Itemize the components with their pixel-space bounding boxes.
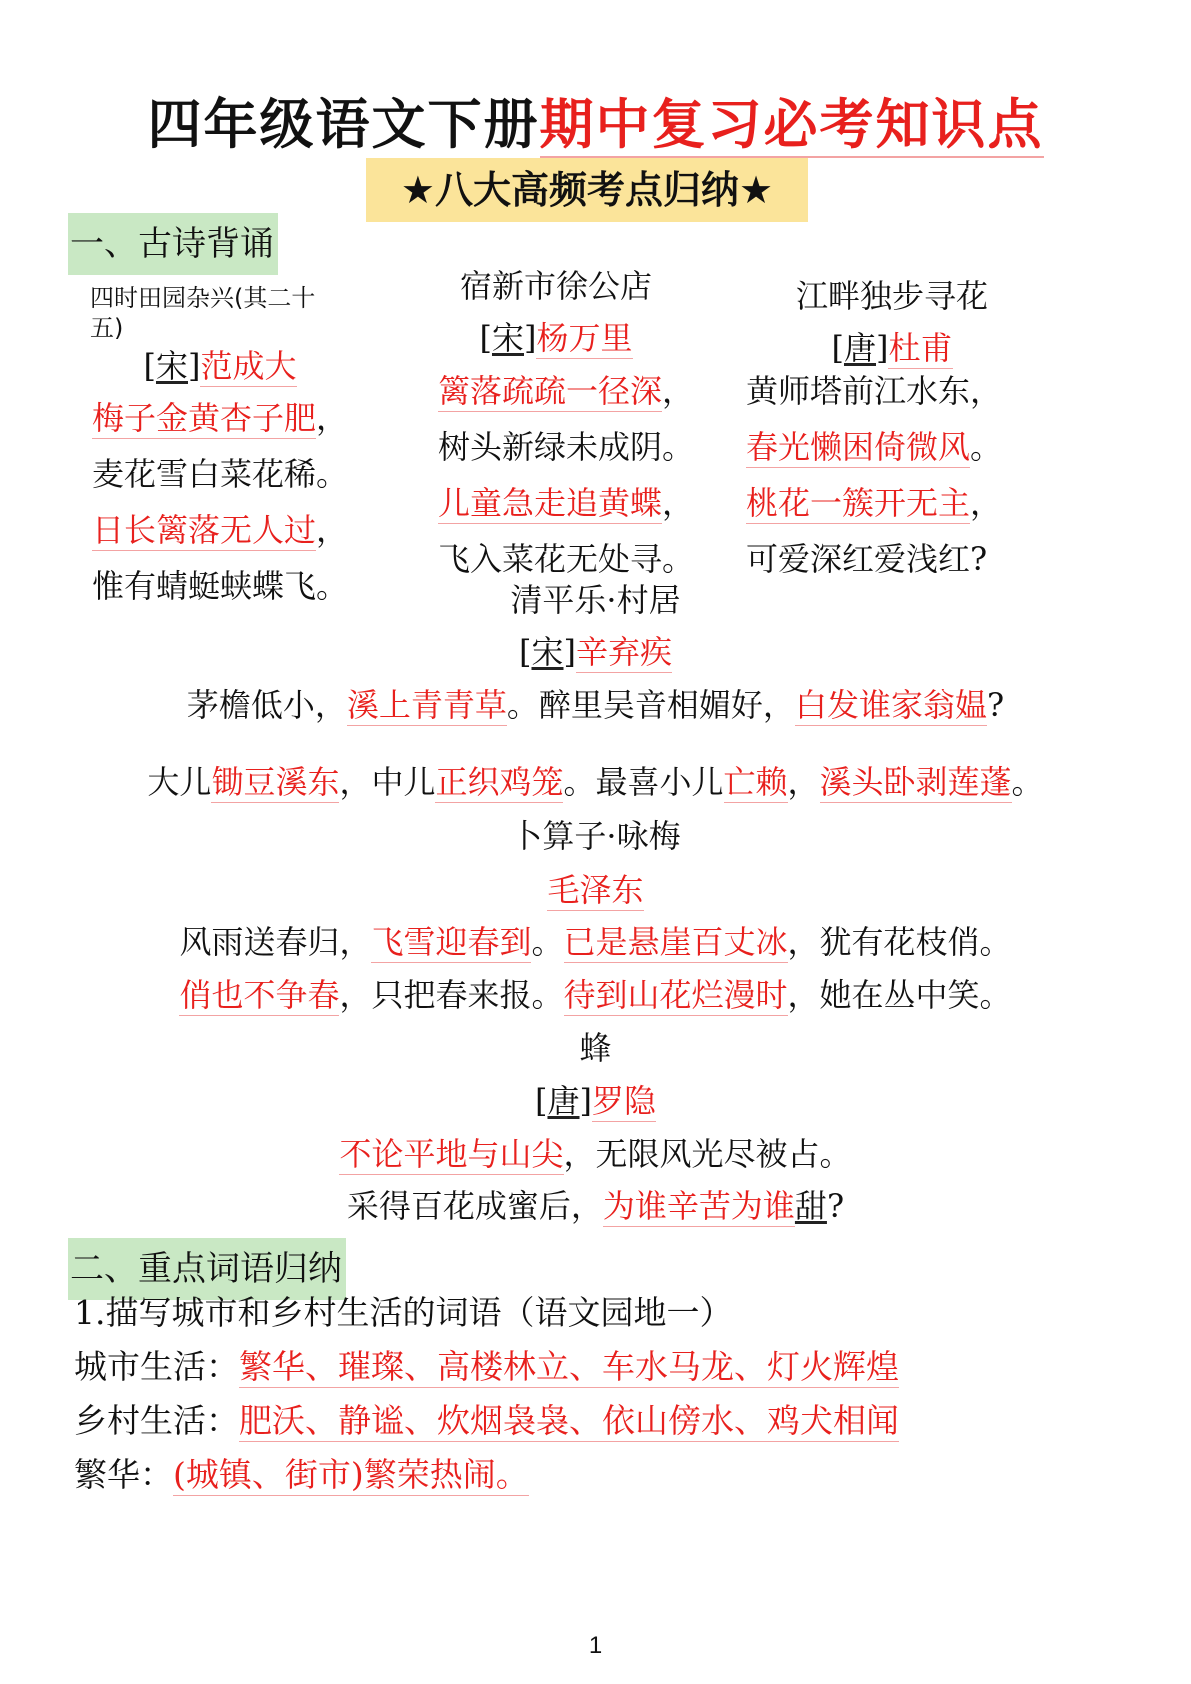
poem1-title-line2: 五): [90, 314, 124, 342]
section-heading-vocabulary: 二、重点词语归纳: [68, 1238, 346, 1300]
poem2-line1-punct: ，: [662, 372, 695, 410]
vocab-city-words: 繁华、璀璨、高楼林立、车水马龙、灯火辉煌: [239, 1347, 899, 1386]
vocab-heading: 1.描写城市和乡村生活的词语（语文园地一）: [74, 1293, 733, 1332]
vocab-fanhua-label: 繁华：: [74, 1455, 173, 1494]
poem1-line1-punct: ，: [316, 399, 349, 437]
poem1-line2: 麦花雪白菜花稀。: [92, 455, 349, 493]
poem5-author: [0, 862, 1191, 918]
poem4-l1-d: 白发谁家翁媪: [794, 686, 987, 724]
poem6-l1-b: ，无限风光尽被占。: [563, 1135, 852, 1173]
poem5-l1-b: 飞雪迎春到: [371, 923, 532, 961]
poem2-author: [宋]杨万里: [479, 319, 633, 357]
poem5-l1-c: 。: [531, 923, 564, 961]
poem4-l2-e: 。最喜小儿: [563, 763, 724, 801]
vocab-fanhua-def: (城镇、街市)繁荣热闹。: [173, 1455, 529, 1494]
poem1-author: [宋]范成大: [143, 347, 297, 385]
poem3-line4: 可爱深红爱浅红?: [746, 540, 988, 578]
poem4-author: [宋]辛弃疾: [519, 633, 672, 671]
poem4-l1-a: 茅檐低小，: [186, 686, 347, 724]
poem4-l2-b: 锄豆溪东: [211, 763, 340, 801]
poem4-l2-a: 大儿: [147, 763, 212, 801]
poem5-l1-d: 已是悬崖百丈冰: [563, 923, 788, 961]
poem5-l2-c: 待到山花烂漫时: [563, 976, 788, 1014]
subtitle-banner: ★八大高频考点归纳★: [366, 158, 808, 222]
poem4-dynasty: 宋: [531, 633, 564, 671]
poem1-title-line1: 四时田园杂兴(其二十: [90, 284, 316, 312]
poem1-title: [90, 283, 315, 343]
poem1-line4: 惟有蜻蜓蛱蝶飞。: [92, 567, 349, 605]
poem6-author-name: 罗隐: [591, 1082, 656, 1120]
vocab-rural-row: [74, 1396, 899, 1446]
poem2-author-name: 杨万里: [536, 319, 633, 357]
poem6-l2-c: 甜: [794, 1187, 827, 1225]
poem4-l2-h: 溪头卧剥莲蓬: [819, 763, 1012, 801]
poem2-title: 宿新市徐公店: [459, 267, 652, 305]
poem4-l2-f: 亡赖: [723, 763, 788, 801]
poem5-l2-a: 俏也不争春: [179, 976, 340, 1014]
poem1-line1-red: 梅子金黄杏子肥: [92, 399, 317, 437]
poem6-l2-b: 为谁辛苦为谁: [602, 1187, 795, 1225]
poem4-l1-b: 溪上青青草: [346, 686, 507, 724]
poem3-line3-punct: ，: [970, 484, 1003, 522]
poem4-l2-c: ，中儿: [339, 763, 436, 801]
poem2-dynasty: 宋: [491, 319, 524, 357]
vocab-city-row: [74, 1342, 899, 1392]
poem4-line2: [0, 754, 1191, 810]
page-title-red: 期中复习必考知识点: [539, 93, 1044, 156]
poem6-l1-a: 不论平地与山尖: [339, 1135, 564, 1173]
poem1-line3-red: 日长篱落无人过: [92, 511, 317, 549]
poem5-l2-d: ，她在丛中笑。: [787, 976, 1012, 1014]
poem1-dynasty: 宋: [155, 347, 188, 385]
poem4-l1-c: 。醉里吴音相媚好，: [506, 686, 795, 724]
poem4-l2-d: 正织鸡笼: [435, 763, 564, 801]
poem5-l2-b: ，只把春来报。: [339, 976, 564, 1014]
poem6-line2: [0, 1178, 1191, 1234]
poem1-line3-punct: ，: [316, 511, 349, 549]
page-title-black: 四年级语文下册: [147, 93, 540, 156]
poem3-line3-red: 桃花一簇开无主: [746, 484, 971, 522]
poem3-dynasty: 唐: [843, 329, 876, 367]
section-heading-ancient-poems: 一、古诗背诵: [68, 213, 278, 275]
poem3-line2-punct: 。: [970, 428, 1003, 466]
poem5-author-name: 毛泽东: [547, 871, 644, 909]
poem6-dynasty: 唐: [547, 1082, 580, 1120]
vocab-city-label: 城市生活：: [74, 1347, 239, 1386]
vocab-fanhua-row: [74, 1450, 529, 1500]
poem6-l2-d: ?: [826, 1187, 845, 1225]
poem2-body: [438, 363, 694, 587]
poem3-title: 江畔独步寻花: [795, 277, 988, 315]
poem4-l1-e: ?: [986, 686, 1005, 724]
poem2-line3-punct: ，: [662, 484, 695, 522]
vocab-rural-words: 肥沃、静谧、炊烟袅袅、依山傍水、鸡犬相闻: [239, 1401, 899, 1440]
poem5-l1-a: 风雨送春归，: [179, 923, 372, 961]
poem6-title: 蜂: [579, 1029, 612, 1067]
poem1-author-name: 范成大: [200, 347, 297, 385]
poem2-line2: 树头新绿未成阴。: [438, 428, 695, 466]
poem3-author-name: 杜甫: [888, 329, 953, 367]
poem6-author: [唐]罗隐: [535, 1082, 656, 1120]
poem5-l1-e: ，犹有花枝俏。: [787, 923, 1012, 961]
page-number: 1: [588, 1632, 603, 1659]
poem4-l2-i: 。: [1011, 763, 1044, 801]
poem4-author-name: 辛弃疾: [575, 633, 672, 671]
poem5-title: 卜算子·咏梅: [510, 817, 681, 855]
poem5-line1: [0, 914, 1191, 970]
poem6-line1: [0, 1126, 1191, 1182]
poem3-author: [唐]杜甫: [831, 329, 953, 367]
poem2-line3-red: 儿童急走追黄蝶: [438, 484, 663, 522]
vocab-rural-label: 乡村生活：: [74, 1401, 239, 1440]
poem3-line1: 黄师塔前江水东，: [746, 372, 1003, 410]
poem6-l2-a: 采得百花成蜜后，: [346, 1187, 603, 1225]
page-title: [0, 82, 1191, 159]
poem4-title: 清平乐·村居: [510, 581, 681, 619]
poem3-line2-red: 春光懒困倚微风: [746, 428, 971, 466]
poem4-line1: [0, 677, 1191, 733]
poem2-line1-red: 篱落疏疏一径深: [438, 372, 663, 410]
poem4-l2-g: ，: [787, 763, 820, 801]
poem2-line4: 飞入菜花无处寻。: [438, 540, 695, 578]
poem5-line2: [0, 967, 1191, 1023]
poem3-body: [746, 363, 1002, 587]
